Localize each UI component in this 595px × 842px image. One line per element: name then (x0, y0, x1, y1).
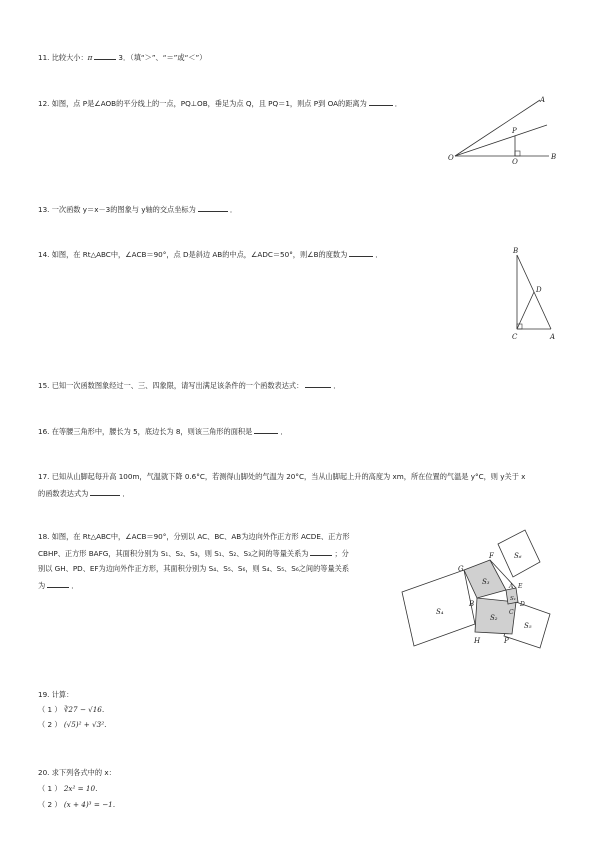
q20-p1-label: （ 1 ） (38, 784, 62, 793)
q18-answer-blank-2[interactable] (47, 580, 69, 588)
q19-p1-expr: ∛27 − √16． (63, 705, 110, 714)
label-a: A (509, 583, 514, 590)
q18-line2: CBHP、正方形 BAFG，其面积分别为 S₁、S₂、S₃，则 S₁、S₂、S₃之间的等量关系为 (38, 549, 309, 558)
q17-line2: 的函数表达式为 (38, 489, 89, 498)
label-d: D (536, 286, 542, 294)
q18-answer-blank-1[interactable] (310, 548, 332, 556)
question-19-part1 (38, 705, 109, 714)
label-a: A (540, 96, 546, 104)
q16-text: 16. 在等腰三角形中，腰长为 5，底边长为 8，则该三角形的面积是 (38, 427, 253, 436)
label-b: B (513, 247, 519, 255)
q12-end: ． (394, 99, 402, 108)
q17-end: ． (122, 489, 130, 498)
question-18-line4 (38, 580, 78, 590)
label-f: F (489, 552, 494, 560)
question-12 (38, 98, 402, 108)
label-s6: S₆ (514, 552, 522, 560)
ray-oa (455, 100, 540, 156)
label-s4: S₄ (436, 608, 444, 616)
q18-line4: 为 (38, 581, 46, 590)
label-p: P (504, 637, 509, 645)
question-16 (38, 426, 288, 436)
question-13 (38, 204, 237, 214)
label-c: C (509, 609, 514, 616)
q18-line1: 18. 如图，在 Rt△ABC中，∠ACB＝90°，分别以 AC、BC、AB为边向外作正方形 ACDE、正方形 (38, 532, 350, 541)
q12-angle-figure (445, 92, 563, 164)
q15-answer-blank[interactable] (305, 380, 331, 388)
q14-text: 14. 如图，在 Rt△ABC中，∠ACB＝90°，点 D是斜边 AB的中点，∠ADC＝50°，则∠B的度数为 (38, 250, 348, 259)
label-e: E (518, 583, 523, 590)
label-g: G (458, 565, 464, 573)
label-c: C (512, 333, 518, 341)
q14-answer-blank[interactable] (349, 249, 373, 257)
label-d: D (520, 601, 525, 608)
q12-text: 12. 如图，点 P是∠AOB的平分线上的一点，PQ⊥OB，垂足为点 Q，且 PQ＝1，则点 P到 OA的距离为 (38, 99, 367, 108)
q18-squares-figure (398, 522, 558, 652)
question-20-part2 (38, 800, 120, 809)
q12-answer-blank[interactable] (369, 98, 393, 106)
q19-p2-label: （ 2 ） (38, 720, 62, 729)
q14-end: ． (375, 250, 383, 259)
q18-line2b: ；分 (334, 549, 349, 558)
q11-answer-blank[interactable] (94, 52, 116, 60)
q11-text-a: 11. 比较大小： (38, 53, 88, 62)
ray-op-bisector (455, 125, 547, 156)
q14-triangle-figure (505, 243, 565, 343)
question-15 (38, 380, 341, 390)
q11-pi: π (87, 53, 93, 62)
question-20-part1 (38, 784, 102, 793)
label-s1: S₁ (510, 596, 516, 602)
q16-end: ． (280, 427, 288, 436)
q18-line3: 别以 GH、PD、EF为边向外作正方形，其面积分别为 S₄、S₅、S₆，则 S₄、S₅、S₆之间的等量关系 (38, 564, 350, 573)
label-s5: S₅ (524, 622, 532, 630)
label-q: Q (512, 158, 518, 164)
label-p: P (512, 127, 517, 135)
q13-end: ． (229, 205, 238, 214)
question-11 (38, 52, 206, 62)
question-18-line2 (38, 548, 349, 558)
label-a: A (550, 333, 556, 341)
q19-title: 19. 计算： (38, 690, 74, 699)
q18-end: ． (71, 581, 79, 590)
question-17-line1 (38, 472, 525, 481)
q19-p1-label: （ 1 ） (38, 705, 62, 714)
label-s3: S₃ (482, 578, 490, 586)
q15-end: ． (333, 381, 341, 390)
question-18-line1 (38, 532, 350, 541)
label-b: B (469, 600, 475, 608)
q20-p2-label: （ 2 ） (38, 800, 62, 809)
question-19-part2 (38, 720, 111, 729)
q20-p1-expr: 2x² = 10． (63, 784, 103, 793)
label-h: H (474, 637, 481, 645)
q20-title: 20. 求下列各式中的 x： (38, 768, 116, 777)
segment-cd (517, 292, 534, 329)
q17-line1: 17. 已知从山脚起每升高 100m，气温就下降 0.6°C，若测得山脚处的气温为 20°C，当从山脚起上升的高度为 xm，所在位置的气温是 y°C，则 y关于 x (38, 472, 526, 481)
question-18-line3 (38, 564, 349, 573)
question-17-line2 (38, 488, 130, 498)
q20-p2-expr: (x + 4)³ = −1． (63, 800, 120, 809)
q13-text: 13. 一次函数 y＝x－3的图象与 y轴的交点坐标为 (38, 205, 196, 214)
right-angle-mark (515, 151, 520, 156)
q17-answer-blank[interactable] (90, 488, 120, 496)
question-19-title (38, 690, 73, 699)
q15-text: 15. 已知一次函数图象经过一、三、四象限，请写出满足该条件的一个函数表达式： (38, 381, 304, 390)
q16-answer-blank[interactable] (254, 426, 278, 434)
label-o: O (448, 154, 454, 162)
label-s2: S₂ (490, 614, 498, 622)
q11-text-b: 3．（填“＞”、“＝”或“＜”） (118, 53, 207, 62)
question-20-title (38, 768, 116, 777)
q13-answer-blank[interactable] (198, 204, 228, 212)
label-b: B (551, 153, 557, 161)
question-14 (38, 249, 383, 259)
q19-p2-expr: (√5)² + √3²． (63, 720, 112, 729)
